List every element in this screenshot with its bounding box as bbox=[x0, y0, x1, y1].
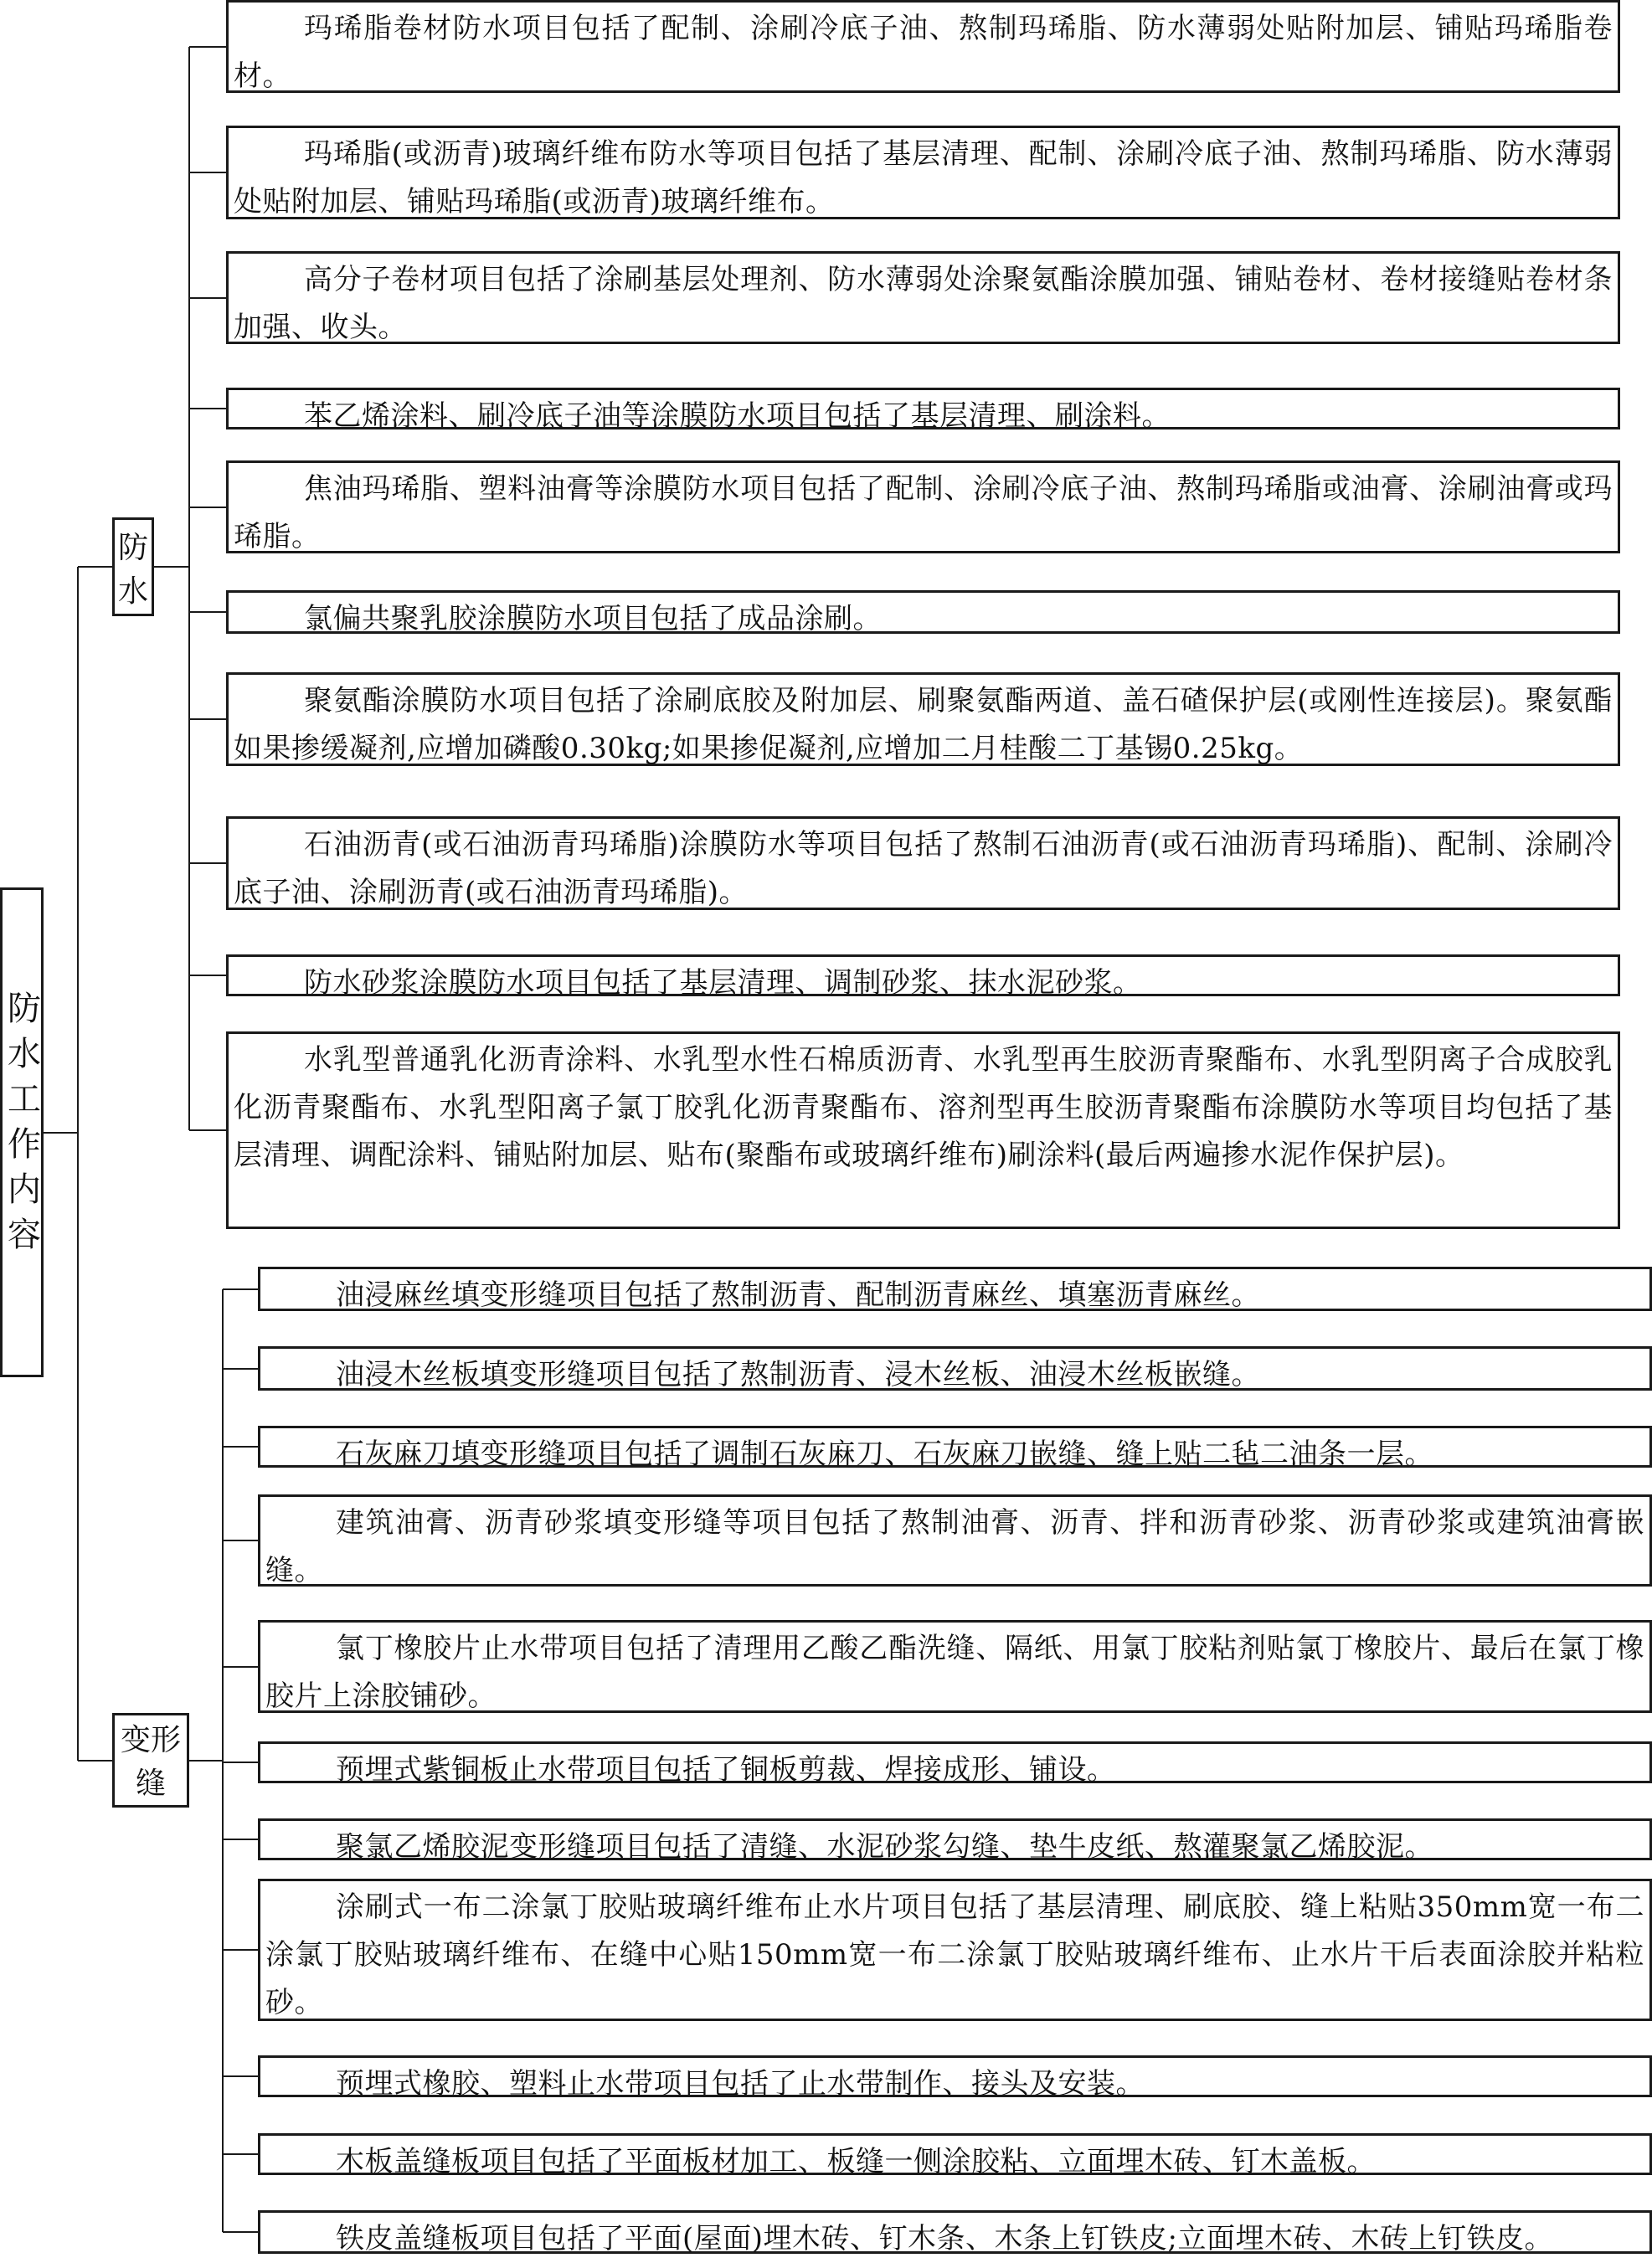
connector-line bbox=[154, 566, 189, 568]
connector-line bbox=[188, 47, 190, 1131]
connector-line bbox=[189, 1129, 226, 1131]
item-box: 木板盖缝板项目包括了平面板材加工、板缝一侧涂胶粘、立面埋木砖、钉木盖板。 bbox=[258, 2133, 1652, 2175]
connector-line bbox=[189, 297, 226, 299]
connector-line bbox=[189, 172, 226, 173]
connector-line bbox=[77, 567, 79, 1761]
connector-line bbox=[223, 1540, 258, 1541]
connector-line bbox=[189, 1760, 223, 1762]
connector-line bbox=[189, 46, 226, 48]
item-box: 氯偏共聚乳胶涂膜防水项目包括了成品涂刷。 bbox=[226, 590, 1620, 634]
root-label-box: 防水工作内容 bbox=[0, 887, 44, 1377]
connector-line bbox=[189, 408, 226, 409]
connector-line bbox=[223, 1762, 258, 1763]
connector-line bbox=[189, 611, 226, 613]
connector-line bbox=[78, 1760, 112, 1762]
group-label-box-waterproofing: 防水 bbox=[112, 517, 154, 616]
connector-line bbox=[223, 2075, 258, 2077]
item-box: 焦油玛琋脂、塑料油膏等涂膜防水项目包括了配制、涂刷冷底子油、熬制玛琋脂或油膏、涂刷油膏或玛琋脂。 bbox=[226, 460, 1620, 553]
connector-line bbox=[223, 1446, 258, 1448]
connector-line bbox=[189, 718, 226, 720]
item-box: 油浸麻丝填变形缝项目包括了熬制沥青、配制沥青麻丝、填塞沥青麻丝。 bbox=[258, 1267, 1652, 1311]
item-box: 防水砂浆涂膜防水项目包括了基层清理、调制砂浆、抹水泥砂浆。 bbox=[226, 954, 1620, 996]
item-box: 高分子卷材项目包括了涂刷基层处理剂、防水薄弱处涂聚氨酯涂膜加强、铺贴卷材、卷材接缝贴卷材条加强、收头。 bbox=[226, 251, 1620, 344]
item-box: 石灰麻刀填变形缝项目包括了调制石灰麻刀、石灰麻刀嵌缝、缝上贴二毡二油条一层。 bbox=[258, 1426, 1652, 1468]
group-label-box-deformation-joint: 变形缝 bbox=[112, 1713, 189, 1808]
connector-line bbox=[223, 1288, 258, 1290]
item-box: 石油沥青(或石油沥青玛琋脂)涂膜防水等项目包括了熬制石油沥青(或石油沥青玛琋脂)、配制、涂刷冷底子油、涂刷沥青(或石油沥青玛琋脂)。 bbox=[226, 816, 1620, 910]
connector-line bbox=[44, 1132, 78, 1134]
connector-line bbox=[223, 1839, 258, 1840]
connector-line bbox=[78, 566, 112, 568]
connector-line bbox=[223, 1368, 258, 1370]
item-box: 水乳型普通乳化沥青涂料、水乳型水性石棉质沥青、水乳型再生胶沥青聚酯布、水乳型阴离子合成胶乳化沥青聚酯布、水乳型阳离子氯丁胶乳化沥青聚酯布、溶剂型再生胶沥青聚酯布涂膜防水等项目均包括了基层清理、调配涂料、铺贴附加层、贴布(聚酯布或玻璃纤维布)刷涂料(最后两遍掺水泥作保护层)。 bbox=[226, 1031, 1620, 1229]
item-box: 玛琋脂(或沥青)玻璃纤维布防水等项目包括了基层清理、配制、涂刷冷底子油、熬制玛琋脂、防水薄弱处贴附加层、铺贴玛琋脂(或沥青)玻璃纤维布。 bbox=[226, 126, 1620, 219]
connector-line bbox=[223, 1666, 258, 1668]
item-box: 氯丁橡胶片止水带项目包括了清理用乙酸乙酯洗缝、隔纸、用氯丁胶粘剂贴氯丁橡胶片、最后在氯丁橡胶片上涂胶铺砂。 bbox=[258, 1620, 1652, 1713]
item-box: 建筑油膏、沥青砂浆填变形缝等项目包括了熬制油膏、沥青、拌和沥青砂浆、沥青砂浆或建筑油膏嵌缝。 bbox=[258, 1494, 1652, 1587]
connector-line bbox=[189, 862, 226, 864]
item-box: 聚氯乙烯胶泥变形缝项目包括了清缝、水泥砂浆勾缝、垫牛皮纸、熬灌聚氯乙烯胶泥。 bbox=[258, 1818, 1652, 1860]
connector-line bbox=[189, 507, 226, 508]
item-box: 苯乙烯涂料、刷冷底子油等涂膜防水项目包括了基层清理、刷涂料。 bbox=[226, 388, 1620, 429]
item-box: 预埋式橡胶、塑料止水带项目包括了止水带制作、接头及安装。 bbox=[258, 2055, 1652, 2097]
connector-line bbox=[189, 975, 226, 976]
item-box: 预埋式紫铜板止水带项目包括了铜板剪裁、焊接成形、铺设。 bbox=[258, 1741, 1652, 1783]
item-box: 铁皮盖缝板项目包括了平面(屋面)埋木砖、钉木条、木条上钉铁皮;立面埋木砖、木砖上钉铁皮。 bbox=[258, 2210, 1652, 2254]
item-box: 油浸木丝板填变形缝项目包括了熬制沥青、浸木丝板、油浸木丝板嵌缝。 bbox=[258, 1346, 1652, 1391]
connector-line bbox=[223, 2153, 258, 2155]
item-box: 玛琋脂卷材防水项目包括了配制、涂刷冷底子油、熬制玛琋脂、防水薄弱处贴附加层、铺贴玛琋脂卷材。 bbox=[226, 0, 1620, 93]
item-box: 涂刷式一布二涂氯丁胶贴玻璃纤维布止水片项目包括了基层清理、刷底胶、缝上粘贴350mm宽一布二涂氯丁胶贴玻璃纤维布、在缝中心贴150mm宽一布二涂氯丁胶贴玻璃纤维布、止水片干后表面涂胶并粘粒砂。 bbox=[258, 1879, 1652, 2021]
connector-line bbox=[223, 1949, 258, 1951]
item-box: 聚氨酯涂膜防水项目包括了涂刷底胶及附加层、刷聚氨酯两道、盖石碴保护层(或刚性连接层)。聚氨酯如果掺缓凝剂,应增加磷酸0.30kg;如果掺促凝剂,应增加二月桂酸二丁基锡0.25kg。 bbox=[226, 672, 1620, 766]
connector-line bbox=[223, 2231, 258, 2233]
